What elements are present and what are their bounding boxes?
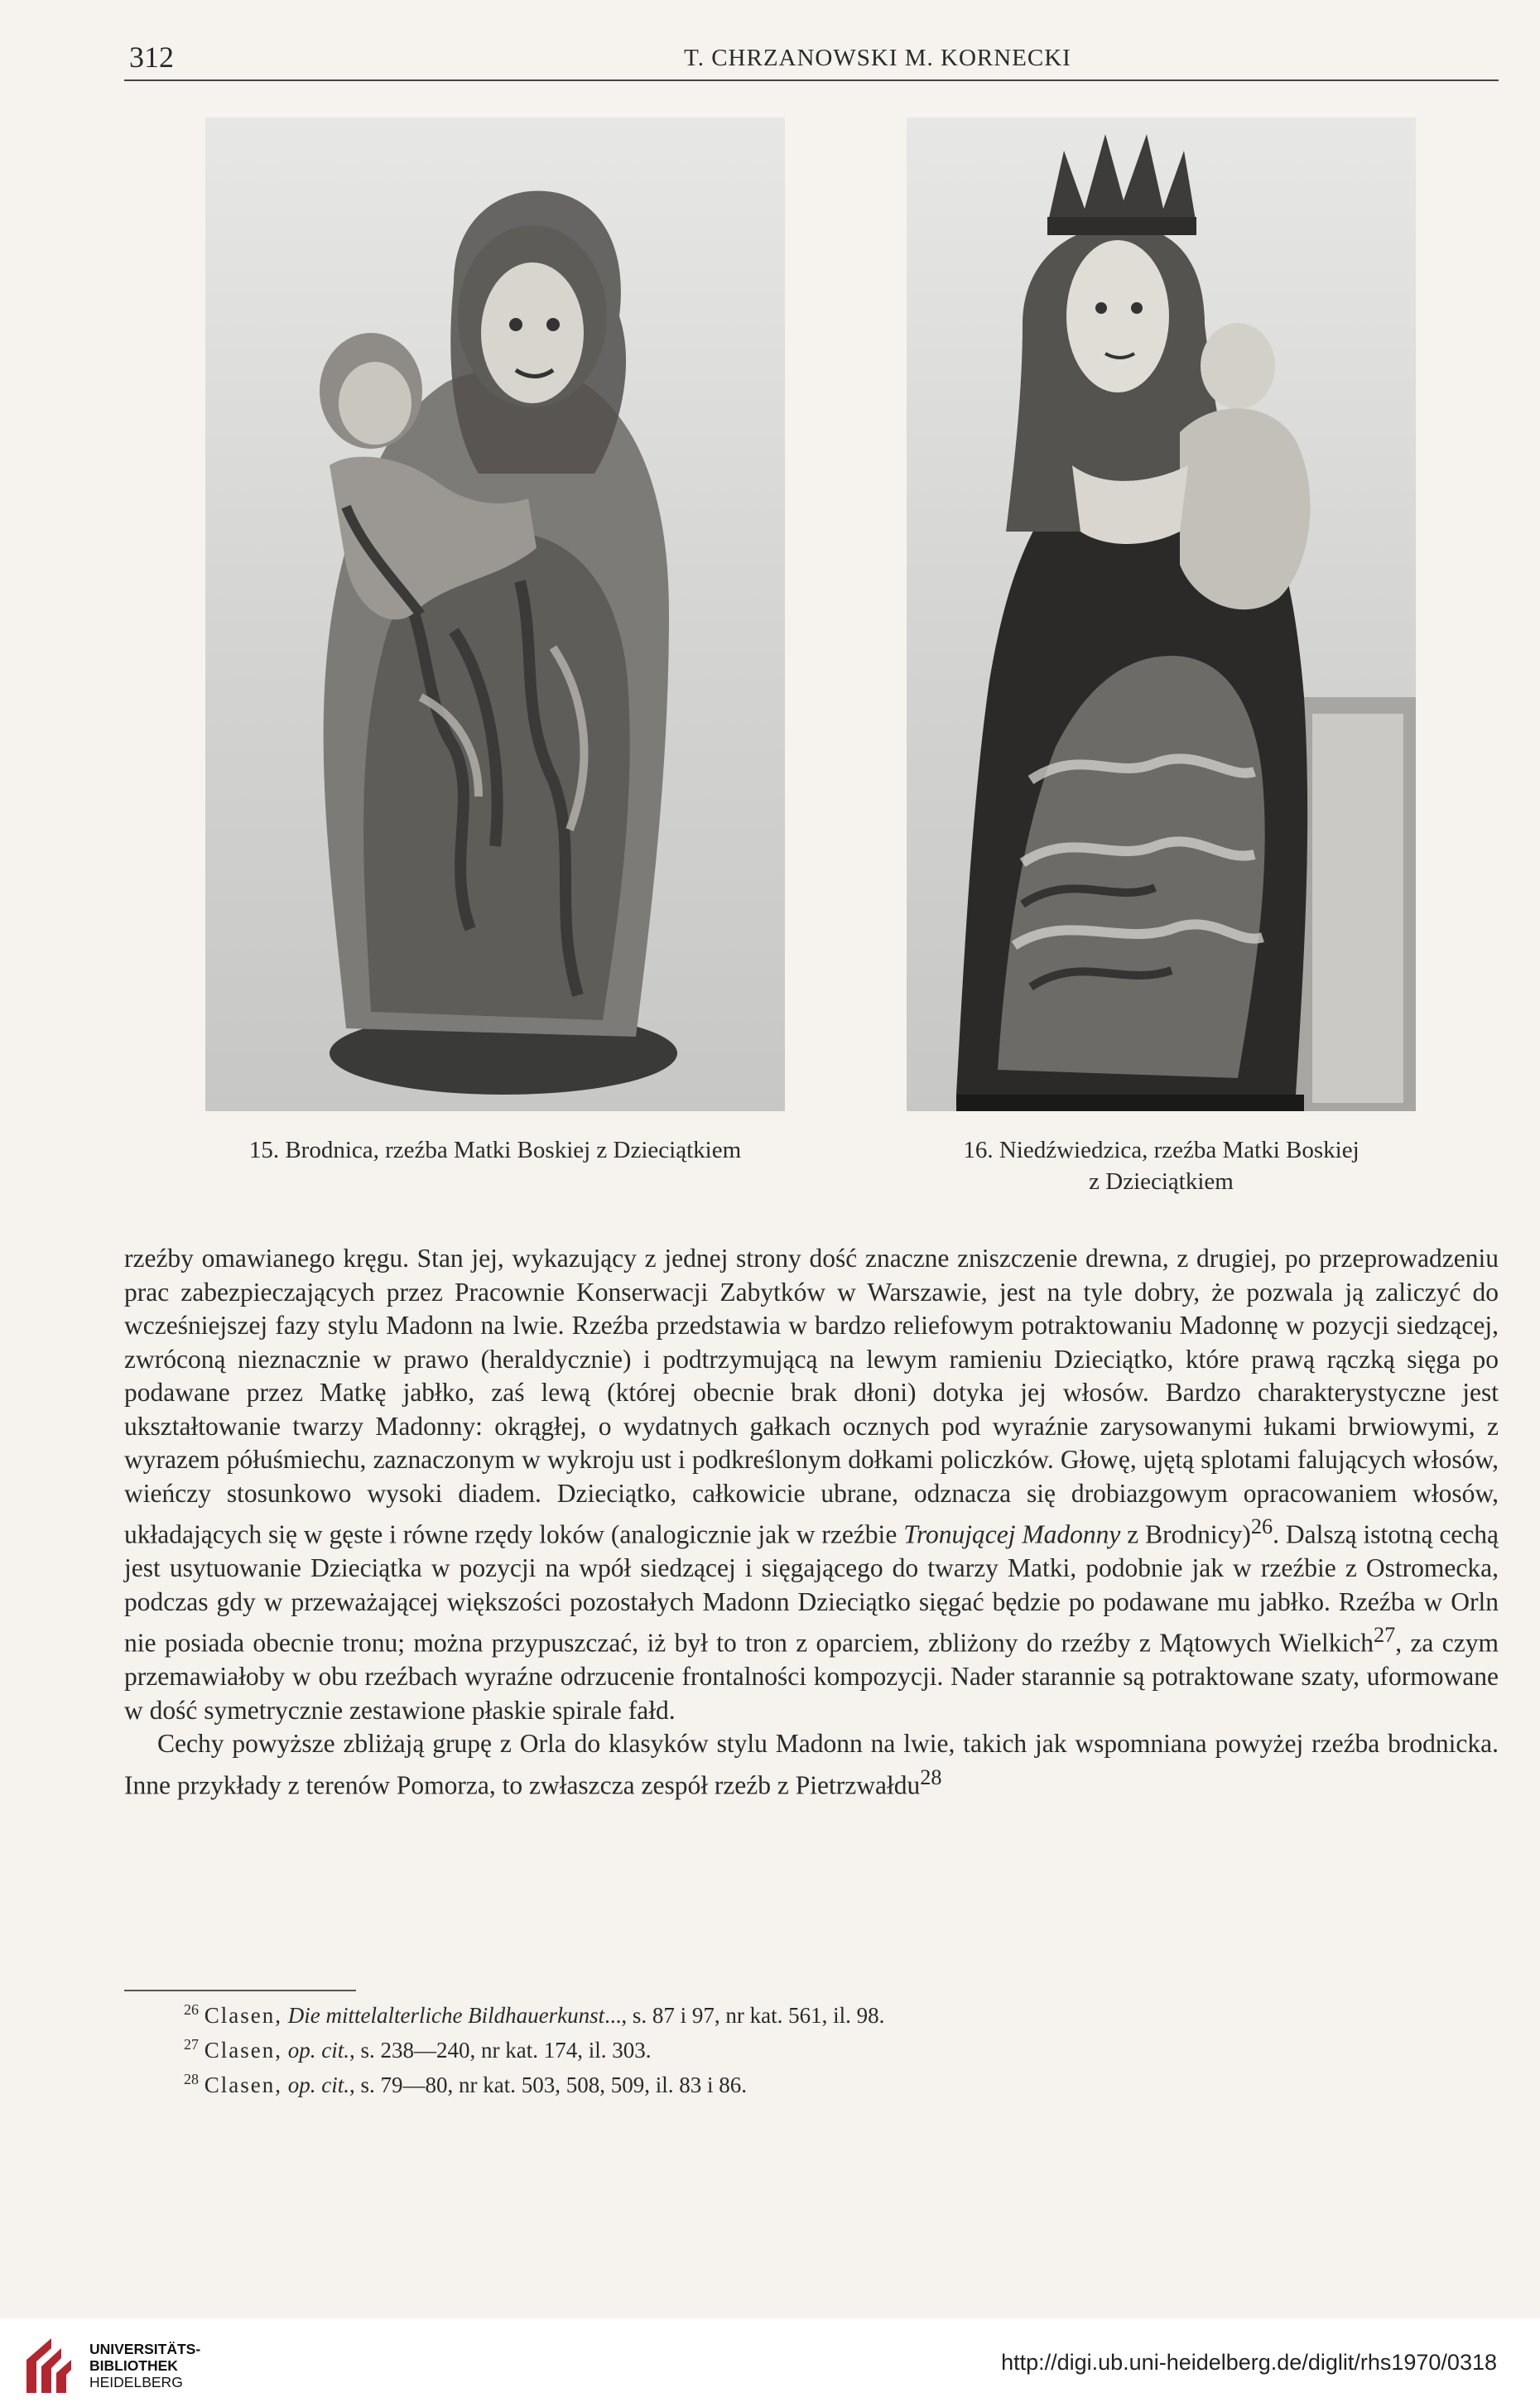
- page-number: 312: [129, 41, 174, 74]
- footnote-ref-28[interactable]: 28: [920, 1764, 942, 1789]
- footnote-title: op. cit.: [287, 2072, 349, 2097]
- page-header: [124, 40, 1499, 81]
- footnote-ref-27[interactable]: 27: [1373, 1623, 1396, 1647]
- footnote-title: op. cit.: [287, 2038, 349, 2063]
- library-name: [89, 2341, 200, 2390]
- header-rule: [124, 79, 1499, 81]
- footnote-rest: , s. 79—80, nr kat. 503, 508, 509, il. 83 i 86.: [349, 2072, 747, 2097]
- footnote-27: [184, 2030, 1426, 2065]
- footnote-ref-26[interactable]: 26: [1250, 1514, 1273, 1538]
- paragraph-2-text: Cechy powyższe zbliżają grupę z Orla do klasyków stylu Madonn na lwie, takich jak wspomniana powyżej rzeźba brodnicka. Inne przykłady z terenów Pomorza, to zwłaszcza zespół rzeźb z Pietrzwałdu: [124, 1729, 1499, 1799]
- library-name-line3: HEIDELBERG: [89, 2374, 183, 2390]
- figure-16-caption-line2: z Dzieciątkiem: [1089, 1168, 1234, 1195]
- madonna-sculpture-image: [907, 118, 1416, 1111]
- footnote-author: Clasen,: [204, 2038, 282, 2063]
- body-text: [124, 1242, 1499, 1803]
- footnote-26: [184, 1995, 1426, 2030]
- viewer-footer: [0, 2318, 1540, 2407]
- footnote-28: [184, 2065, 1426, 2100]
- madonna-sculpture-image: [205, 118, 785, 1111]
- figure-15-caption: 15. Brodnica, rzeźba Matki Boskiej z Dzieciątkiem: [248, 1137, 742, 1163]
- figure-16-caption-line1: 16. Niedźwiedzica, rzeźba Matki Boskiej: [963, 1137, 1360, 1163]
- footnote-author: Clasen,: [204, 2072, 282, 2097]
- figure-16-caption: [907, 1134, 1416, 1197]
- footnote-number: 26: [184, 2001, 199, 2018]
- library-name-line1: UNIVERSITÄTS-: [89, 2341, 201, 2357]
- footnote-number: 27: [184, 2036, 199, 2053]
- paragraph-1-text-c: . Dalszą istotną cechą jest usytuowanie Dzieciątka w pozycji na wpół siedzącej i sięgającego do twarzy Matki, podobnie jak w rzeźbie z Ostromecka, podczas gdy w przeważającej większości pozostałych Madonn Dzieciątko sięgać będzie po podawane mu jabłko. Rzeźba w Orln nie posiada obecnie tronu; można przypuszczać, iż był to tron z oparciem, zbliżony do rzeźby z Mątowych Wielkich: [124, 1519, 1499, 1658]
- footnote-rule: [124, 1990, 356, 1991]
- footnotes: [184, 1995, 1426, 2100]
- paragraph-2: [124, 1727, 1499, 1803]
- library-name-line2: BIBLIOTHEK: [89, 2357, 178, 2374]
- paragraph-1-text-d: , za czym przemawiałoby w obu rzeźbach wyraźne odrzucenie frontalności kompozycji. Nader starannie są potraktowane szaty, uformowane w dość symetrycznie zestawione płaskie spirale fałd.: [124, 1628, 1499, 1725]
- paragraph-1-text-b: z Brodnicy): [1120, 1519, 1251, 1549]
- running-title: T. CHRZANOWSKI M. KORNECKI: [684, 45, 1071, 71]
- figure-16-photo: [907, 118, 1416, 1111]
- figure-15-photo: [205, 118, 785, 1111]
- paragraph-1-text-a: rzeźby omawianego kręgu. Stan jej, wykazujący z jednej strony dość znaczne zniszczenie drewna, z drugiej, po przeprowadzeniu prac zabezpieczających przez Pracownie Konserwacji Zabytków w Warszawie, jest na tyle dobry, że pozwala ją zaliczyć do wcześniejszej fazy stylu Madonn na lwie. Rzeźba przedstawia w bardzo reliefowym potraktowaniu Madonnę w pozycji siedzącej, zwróconą nieznacznie w prawo (heraldycznie) i podtrzymującą na lewym ramieniu Dzieciątko, które prawą rączką sięga po podawane przez Matkę jabłko, zaś lewą (której obecnie brak dłoni) dotyka jej włosów. Bardzo charakterystyczne jest ukształtowanie twarzy Madonny: okrągłej, o wydatnych gałkach ocznych pod wyraźnie zarysowanymi łukami brwiowymi, z wyrazem półuśmiechu, zaznaczonym w wykroju ust i podkreślonym dołkami policzków. Głowę, ujętą splotami falujących włosów, wieńczy stosunkowo wysoki diadem. Dzieciątko, całkowicie ubrane, odznacza się drobiazgowym opracowaniem włosów, układających się w gęste i równe rzędy loków (analogicznie jak w rzeźbie: [124, 1244, 1499, 1549]
- page-url-link[interactable]: http://digi.ub.uni-heidelberg.de/diglit/rhs1970/0318: [1001, 2350, 1497, 2375]
- footnote-number: 28: [184, 2071, 199, 2087]
- paragraph-1: [124, 1242, 1499, 1727]
- italic-title-tronujacej-madonny: Tronującej Madonny: [903, 1519, 1121, 1549]
- footnote-rest: ..., s. 87 i 97, nr kat. 561, il. 98.: [604, 2003, 885, 2028]
- university-library-logo-icon[interactable]: [18, 2335, 79, 2396]
- footnote-author: Clasen,: [204, 2003, 282, 2028]
- footnote-rest: , s. 238—240, nr kat. 174, il. 303.: [349, 2038, 652, 2063]
- footnote-title: Die mittelalterliche Bildhauerkunst: [287, 2003, 605, 2028]
